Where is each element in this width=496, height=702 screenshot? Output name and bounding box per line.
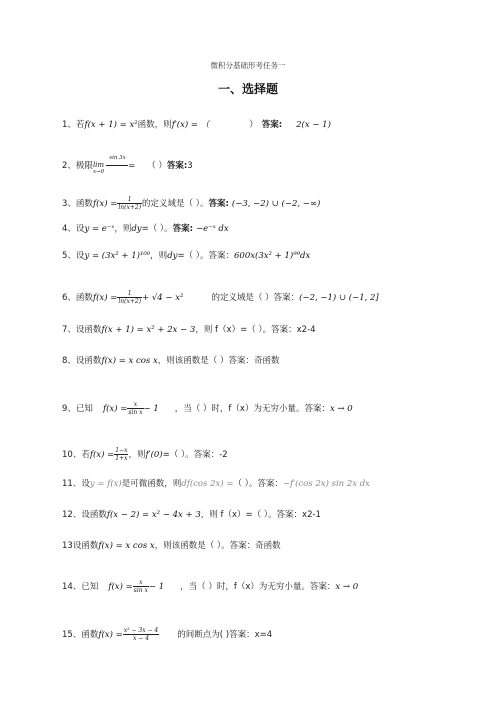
question-3 [62,196,320,211]
question-text: ，则 f（x）=（ ）。答案：x2-1 [200,510,321,520]
question-15 [62,627,272,642]
fraction-numerator: 1 [117,196,142,204]
question-4 [62,224,229,234]
question-text: 已知 [81,582,99,592]
question-number: 3、 [62,199,76,209]
fraction-denominator: sin x [133,587,148,594]
question-number: 2、 [62,161,76,171]
question-text: ，则 [150,251,168,261]
question-number: 7、 [62,325,76,335]
question-text: （ ）。答案： [233,479,283,489]
question-text: 设函数 [72,541,99,551]
formula: − 1 [148,582,165,592]
formula: dy [131,224,142,234]
limit-word: lim [92,161,105,169]
question-text: ，则 f（x）=（ ）。答案：x2-4 [195,325,316,335]
question-number: 11、 [62,479,82,489]
formula: f(x) = [98,630,123,640]
question-text: ，当（ ）时，f（x）为无穷小量。答案： [174,404,330,414]
question-text: 设 [75,224,85,234]
formula-sqrt: + √4 − x² [142,293,184,303]
fraction-numerator: x² − 3x − 4 [123,627,159,634]
fraction-numerator: 1 [117,290,142,298]
question-text: 函数 [75,199,93,209]
fraction-denominator: sin x [128,409,143,416]
answer-value: 3 [187,161,193,171]
question-number: 8、 [62,356,76,366]
fraction [133,579,149,594]
question-number: 14、 [62,582,82,592]
question-text: 设 [81,479,90,489]
question-11 [62,479,370,489]
question-text: 极限 [75,161,93,171]
fraction-denominator: x − 4 [132,635,150,642]
blank-paren: ） [249,120,258,130]
fraction [117,196,142,211]
question-number: 6、 [62,293,76,303]
question-text: 若 [81,450,90,460]
formula: y = e⁻ˣ [84,224,115,234]
limit-equals: = [128,161,136,171]
blank-paren: （ ） [147,161,167,171]
fraction-numerator: x [127,401,143,409]
limit-subscript: x→0 [92,169,105,175]
question-text: 函数 [81,630,99,640]
answer-formula: (−3, −2) ∪ (−2, −∞) [231,199,321,209]
formula: f(x) = [92,293,118,303]
section-heading: 一、选择题 [217,82,278,96]
formula: f(x + 1) = x² + 2x − 3 [101,325,196,335]
question-text: =（ ）。答案： [177,251,235,261]
answer-label: 答案: [208,199,229,209]
answer-formula: (−2, −1) ∪ (−1, 2] [299,293,379,303]
question-text: ，则该函数是（ ）。答案：奇函数 [154,541,281,551]
question-text: 设函数 [75,325,102,335]
question-number: 9、 [62,404,76,414]
formula: f(x) = [89,450,115,460]
question-2 [62,155,193,176]
formula: f(x) = [108,582,133,592]
question-number: 4、 [62,224,76,234]
question-number: 12、 [62,510,82,520]
answer-formula: 600x(3x² + 1)⁹⁹dx [234,251,311,261]
formula: f(x − 2) = x² − 4x + 3 [106,510,201,520]
question-text: 已知 [75,404,93,414]
question-number: 15、 [62,630,82,640]
question-13 [62,541,281,551]
formula: dy [167,251,178,261]
question-14 [62,579,358,594]
formula: − 1 [143,404,159,414]
answer-formula: x → 0 [329,404,353,414]
fraction-denominator: ln(x+2) [118,204,142,211]
question-text: ，则该函数是（ ）答案：奇函数 [157,356,280,366]
question-8 [62,356,280,366]
fraction [127,401,143,416]
question-text: =（ ）。答案：-2 [162,450,228,460]
formula: y = f(x) [89,479,122,489]
question-number: 13 [62,541,73,551]
answer-label: 答案: [172,224,194,234]
formula: f(x) = [102,404,128,414]
fraction [123,627,160,642]
fraction-numerator: x [133,579,149,587]
question-9 [62,401,353,416]
fraction-numerator: 1−x [115,447,128,454]
answer-label: 答案: [261,120,283,130]
formula: f(x + 1) = x² [84,120,138,130]
answer-formula: −f′(cos 2x) sin 2x dx [282,479,370,489]
formula: f(x) = x cos x [98,541,155,551]
question-text: 设函数 [75,356,102,366]
question-7 [62,325,316,335]
question-1 [62,120,331,130]
question-text: 函数 [75,293,93,303]
question-number: 10、 [62,450,82,460]
formula: f(x) = [92,199,118,209]
formula: f′(x) = （ [171,120,210,130]
answer-formula: x → 0 [335,582,359,592]
fraction-denominator: 1+x [115,455,128,462]
question-text: 设 [75,251,85,261]
question-number: 1、 [62,120,76,130]
fraction [117,290,142,305]
question-text: =（ ）。 [141,224,173,234]
question-10 [62,447,228,462]
question-text: 设函数 [81,510,107,520]
question-text: ，则 [114,224,132,234]
question-text: ，则 [128,450,146,460]
formula: f′(0) [145,450,163,460]
answer-label: 答案: [166,161,188,171]
answer-formula: −e⁻ˣ dx [196,224,229,234]
formula: y = (3x² + 1)¹⁰⁰ [84,251,151,261]
question-6 [62,290,379,305]
formula: f(x) = x cos x [101,356,158,366]
question-text: ，当（ ）时，f（x）为无穷小量。答案： [180,582,336,592]
limit-expression [93,155,128,176]
question-text: 的定义域是（ ）答案： [211,293,300,303]
limit-numerator: sin 3x [109,155,126,161]
question-text: 的间断点为( )答案：x=4 [177,630,273,640]
question-text: 函数，则 [137,120,172,130]
fraction-denominator: ln(x+2) [118,298,142,305]
question-text: 的定义域是（ ）。 [142,199,209,209]
question-5 [62,251,310,261]
document-title: 微积分基础形考任务一 [210,61,286,70]
question-number: 5、 [62,251,76,261]
question-text: 是可微函数，则 [121,479,182,489]
answer-formula: 2(x − 1) [296,120,331,130]
question-12 [62,510,321,520]
formula: df(cos 2x) = [181,479,234,489]
fraction [114,447,128,462]
question-text: 若 [75,120,85,130]
